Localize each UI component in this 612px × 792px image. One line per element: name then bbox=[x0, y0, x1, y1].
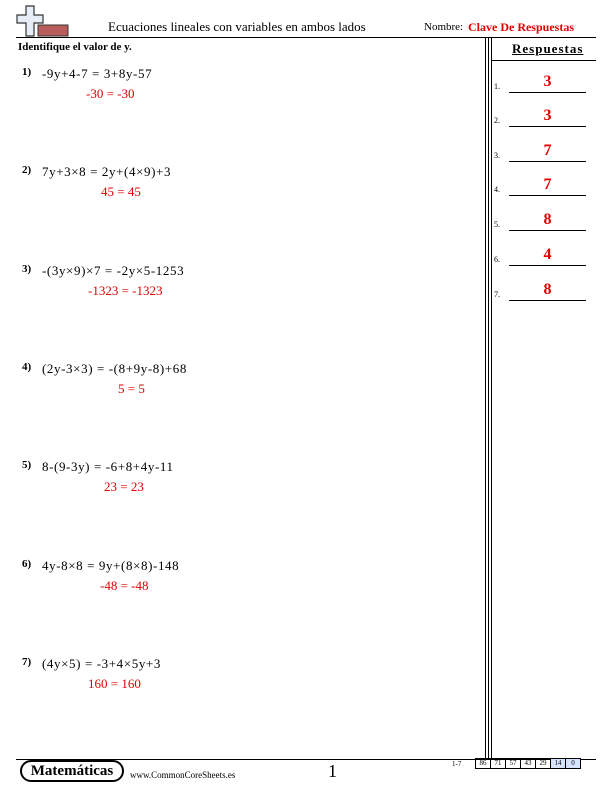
answer-row bbox=[494, 143, 594, 163]
answer-line bbox=[509, 195, 586, 196]
problem-item bbox=[22, 263, 462, 323]
problem-equation: 7y+3×8 = 2y+(4×9)+3 bbox=[42, 164, 172, 179]
problem-number: 7) bbox=[22, 656, 32, 668]
answer-row bbox=[494, 282, 594, 302]
name-label: Nombre: bbox=[424, 21, 464, 33]
worksheet-title: Ecuaciones lineales con variables en ambos lados bbox=[108, 19, 366, 34]
name-value: Clave De Respuestas bbox=[468, 20, 574, 34]
problem-number: 3) bbox=[22, 263, 32, 275]
problem-equation: 4y-8×8 = 9y+(8×8)-148 bbox=[42, 558, 180, 573]
answer-number: 2. bbox=[494, 116, 500, 125]
problem-item bbox=[22, 656, 462, 716]
answer-line bbox=[509, 161, 586, 162]
problem-solution: 5 = 5 bbox=[118, 381, 145, 396]
score-table bbox=[476, 758, 581, 769]
score-cell: 0 bbox=[565, 758, 581, 769]
problem-equation: -(3y×9)×7 = -2y×5-1253 bbox=[42, 263, 185, 278]
problem-solution: 160 = 160 bbox=[88, 676, 141, 691]
answer-row bbox=[494, 247, 594, 267]
problem-number: 2) bbox=[22, 164, 32, 176]
problem-equation: 8-(9-3y) = -6+8+4y-11 bbox=[42, 459, 174, 474]
answer-row bbox=[494, 74, 594, 94]
problem-equation: -9y+4-7 = 3+8y-57 bbox=[42, 66, 153, 81]
answer-line bbox=[509, 92, 586, 93]
answer-value: 7 bbox=[543, 176, 552, 193]
problem-item bbox=[22, 66, 462, 126]
header-divider bbox=[16, 37, 596, 38]
instruction-text: Identifique el valor de y. bbox=[18, 41, 132, 53]
answer-number: 7. bbox=[494, 290, 500, 299]
math-plus-logo-icon bbox=[16, 4, 72, 38]
problem-range: 1-7 bbox=[452, 760, 462, 768]
answer-row bbox=[494, 177, 594, 197]
problem-number: 6) bbox=[22, 558, 32, 570]
problem-solution: -48 = -48 bbox=[100, 578, 149, 593]
answer-number: 6. bbox=[494, 255, 500, 264]
answer-value: 3 bbox=[543, 107, 552, 124]
problem-number: 5) bbox=[22, 459, 32, 471]
answer-number: 1. bbox=[494, 82, 500, 91]
problem-number: 4) bbox=[22, 361, 32, 373]
column-divider bbox=[485, 37, 486, 759]
answer-value: 8 bbox=[543, 281, 552, 298]
problem-item bbox=[22, 459, 462, 519]
score-cell: 14 bbox=[550, 758, 566, 769]
score-cell: 71 bbox=[490, 758, 506, 769]
answer-line bbox=[509, 230, 586, 231]
answer-row bbox=[494, 212, 594, 232]
score-cell: 29 bbox=[535, 758, 551, 769]
problem-item bbox=[22, 361, 462, 421]
answer-row bbox=[494, 108, 594, 128]
problem-solution: 23 = 23 bbox=[104, 479, 144, 494]
answer-number: 3. bbox=[494, 151, 500, 160]
answers-divider bbox=[492, 60, 596, 61]
answer-value: 7 bbox=[543, 142, 552, 159]
problem-item bbox=[22, 558, 462, 618]
column-divider bbox=[491, 37, 492, 759]
problem-solution: -30 = -30 bbox=[86, 86, 135, 101]
brand-badge: Matemáticas bbox=[20, 760, 124, 782]
problem-item bbox=[22, 164, 462, 224]
answer-line bbox=[509, 265, 586, 266]
site-url: www.CommonCoreSheets.es bbox=[130, 770, 236, 780]
answer-value: 3 bbox=[543, 73, 552, 90]
answer-line bbox=[509, 300, 586, 301]
problem-solution: 45 = 45 bbox=[101, 184, 141, 199]
answer-value: 4 bbox=[543, 246, 552, 263]
answer-line bbox=[509, 126, 586, 127]
column-divider bbox=[488, 37, 489, 759]
score-cell: 57 bbox=[505, 758, 521, 769]
score-cell: 86 bbox=[475, 758, 491, 769]
problem-equation: (4y×5) = -3+4×5y+3 bbox=[42, 656, 161, 671]
answers-title: Respuestas bbox=[512, 41, 584, 56]
score-cell: 43 bbox=[520, 758, 536, 769]
answer-number: 5. bbox=[494, 220, 500, 229]
page-number: 1 bbox=[328, 761, 337, 781]
problem-equation: (2y-3×3) = -(8+9y-8)+68 bbox=[42, 361, 187, 376]
problem-number: 1) bbox=[22, 66, 32, 78]
answer-value: 8 bbox=[543, 211, 552, 228]
problem-solution: -1323 = -1323 bbox=[88, 283, 163, 298]
answer-number: 4. bbox=[494, 185, 500, 194]
